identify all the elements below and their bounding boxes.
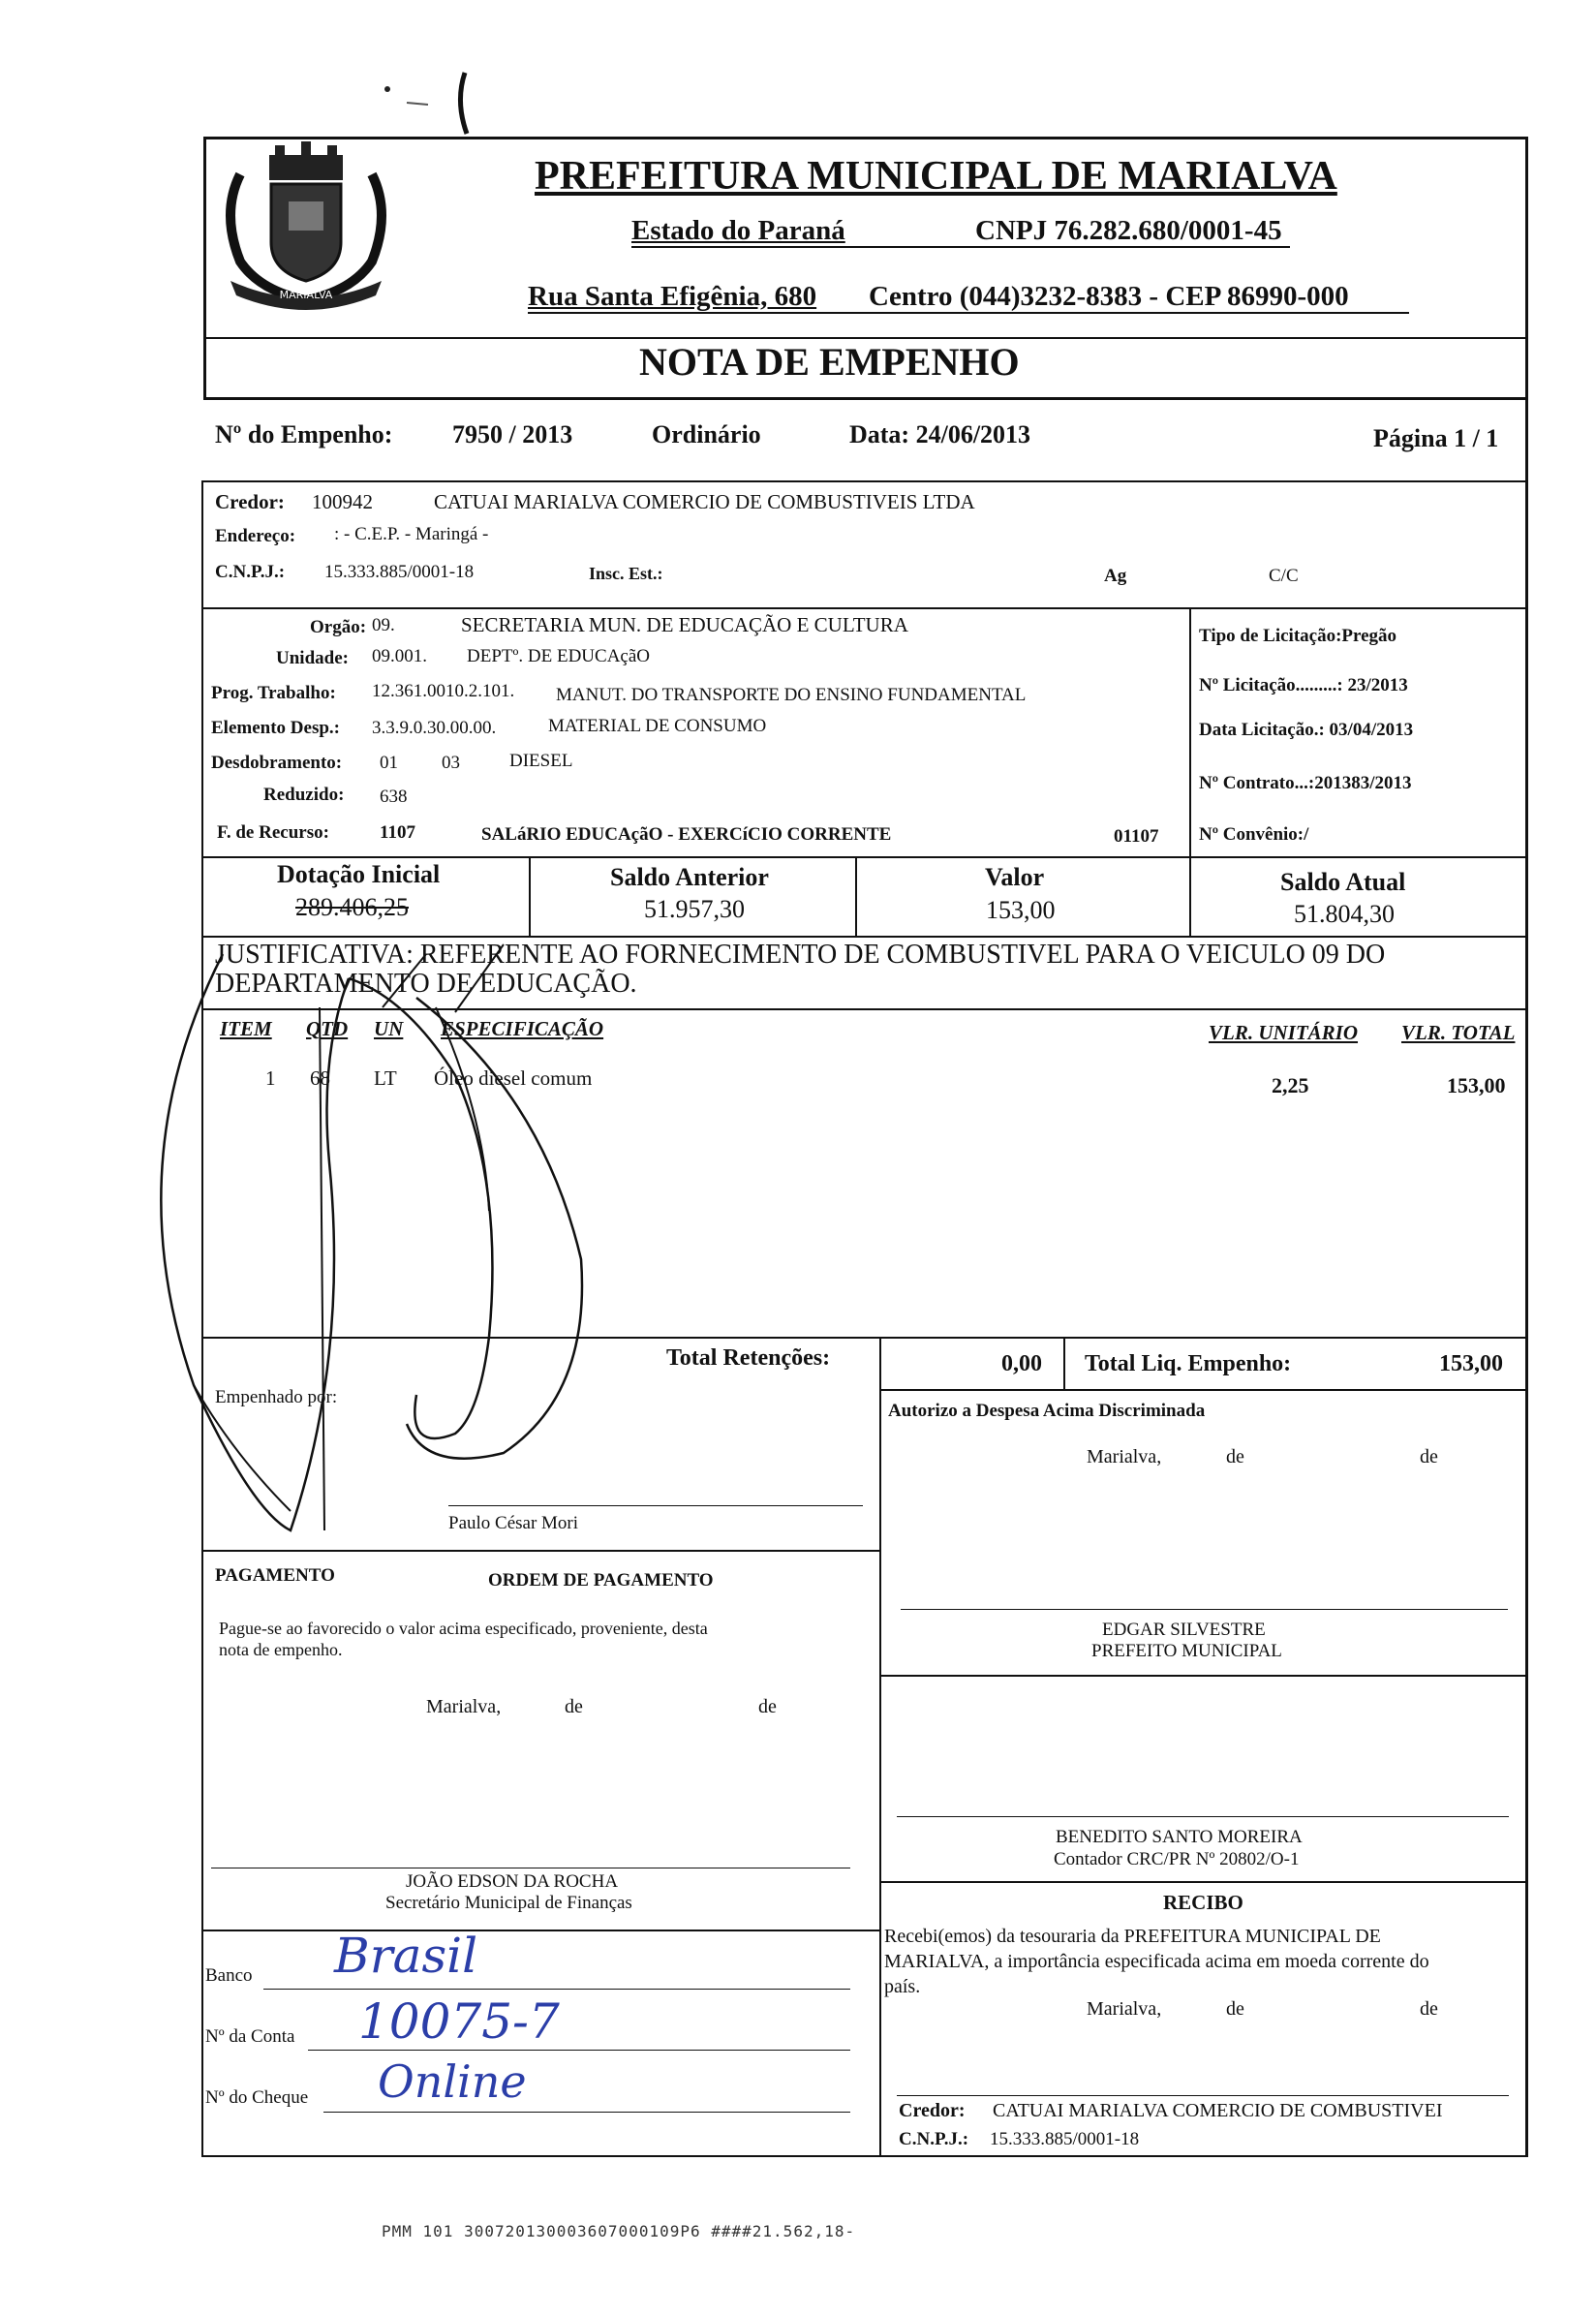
unidade-name: DEPTº. DE EDUCAçãO xyxy=(467,646,650,666)
dotacao-value: 289.406,25 xyxy=(295,893,409,921)
org-title: PREFEITURA MUNICIPAL DE MARIALVA xyxy=(535,154,1337,199)
address-label: Rua Santa Efigênia, 680 xyxy=(528,281,817,312)
recibo-text-1: Recebi(emos) da tesouraria da PREFEITURA MUNICIPAL DE xyxy=(884,1926,1381,1947)
desdobramento-label: Desdobramento: xyxy=(211,753,343,773)
orgao-name: SECRETARIA MUN. DE EDUCAÇÃO E CULTURA xyxy=(461,613,908,636)
state-label: Estado do Paraná xyxy=(631,215,845,246)
row-total-value: 153,00 xyxy=(1447,1073,1506,1097)
recibo-title: RECIBO xyxy=(1163,1891,1243,1914)
retencoes-label: Total Retenções: xyxy=(666,1345,831,1371)
autorizo-de-2: de xyxy=(1420,1446,1438,1467)
recurso-code2: 01107 xyxy=(1114,826,1159,847)
ordem-pagamento-label: ORDEM DE PAGAMENTO xyxy=(488,1570,714,1590)
recurso-name: SALáRIO EDUCAçãO - EXERCíCIO CORRENTE xyxy=(481,824,892,845)
licitacao-tipo: Tipo de Licitação:Pregão xyxy=(1199,626,1397,646)
row-qtd: 68 xyxy=(310,1066,330,1090)
desdobramento-a: 01 xyxy=(380,753,398,773)
recibo-credor-label: Credor: xyxy=(899,2100,966,2121)
empenho-number: 7950 / 2013 xyxy=(452,420,573,448)
col-qtd-header: QTD xyxy=(306,1017,349,1040)
recibo-cnpj-value: 15.333.885/0001-18 xyxy=(990,2129,1140,2149)
contador-name: BENEDITO SANTO MOREIRA xyxy=(1056,1827,1303,1847)
district-phone-cep: Centro (044)3232-8383 - CEP 86990-000 xyxy=(869,281,1349,312)
recibo-credor-name: CATUAI MARIALVA COMERCIO DE COMBUSTIVEI xyxy=(993,2100,1443,2121)
contador-role: Contador CRC/PR Nº 20802/O-1 xyxy=(1054,1849,1300,1869)
licitacao-numero: Nº Licitação.........: 23/2013 xyxy=(1199,675,1408,695)
reduzido-label: Reduzido: xyxy=(263,785,345,805)
saldo-anterior-value: 51.957,30 xyxy=(644,895,745,923)
row-spec: Óleo diesel comum xyxy=(434,1066,593,1090)
svg-text:MARIALVA: MARIALVA xyxy=(279,289,333,301)
row-item: 1 xyxy=(265,1066,276,1090)
creditor-address-label: Endereço: xyxy=(215,526,296,546)
col-un-header: UN xyxy=(374,1017,404,1040)
pagamento-de-2: de xyxy=(758,1696,777,1717)
licitacao-contrato: Nº Contrato...:201383/2013 xyxy=(1199,773,1412,793)
row-unit-value: 2,25 xyxy=(1272,1073,1309,1097)
reduzido-value: 638 xyxy=(380,787,408,807)
footer-code: PMM 101 300720130003607000109P6 ####21.562,18- xyxy=(382,2222,856,2240)
empenho-number-label: Nº do Empenho: xyxy=(215,420,393,448)
liq-empenho-value: 153,00 xyxy=(1439,1351,1503,1376)
desdobramento-b: 03 xyxy=(442,753,460,773)
banco-label: Banco xyxy=(205,1965,253,1986)
recibo-text-2: MARIALVA, a importância especificada acima em moeda corrente do xyxy=(884,1951,1429,1972)
empenhado-label: Empenhado por: xyxy=(215,1387,338,1407)
page-number: Página 1 / 1 xyxy=(1373,424,1499,452)
financas-signer-role: Secretário Municipal de Finanças xyxy=(385,1893,632,1913)
conta-handwriting: 10075-7 xyxy=(358,1993,560,2050)
unidade-code: 09.001. xyxy=(372,646,427,666)
creditor-cc-label: C/C xyxy=(1269,566,1299,586)
col-spec-header: ESPECIFICAÇÃO xyxy=(441,1017,604,1040)
autorizo-de-1: de xyxy=(1226,1446,1244,1467)
creditor-code: 100942 xyxy=(312,490,373,513)
saldo-atual-value: 51.804,30 xyxy=(1294,900,1395,928)
empenho-type: Ordinário xyxy=(652,420,761,448)
banco-handwriting: Brasil xyxy=(334,1928,478,1984)
valor-value: 153,00 xyxy=(986,896,1056,924)
justification-line-1: JUSTIFICATIVA: REFERENTE AO FORNECIMENTO DE COMBUSTIVEL PARA O VEICULO 09 DO xyxy=(215,940,1386,970)
pagamento-text-2: nota de empenho. xyxy=(219,1640,343,1659)
desdobramento-name: DIESEL xyxy=(509,751,573,771)
creditor-ag-label: Ag xyxy=(1104,566,1127,586)
autorizo-label: Autorizo a Despesa Acima Discriminada xyxy=(888,1401,1206,1421)
creditor-address: : - C.E.P. - Maringá - xyxy=(334,524,489,544)
pagamento-label: PAGAMENTO xyxy=(215,1565,335,1586)
prefeito-name: EDGAR SILVESTRE xyxy=(1102,1620,1266,1640)
creditor-label: Credor: xyxy=(215,490,285,513)
prog-name: MANUT. DO TRANSPORTE DO ENSINO FUNDAMENTAL xyxy=(556,685,1027,705)
empenho-date: Data: 24/06/2013 xyxy=(849,420,1031,448)
conta-label: Nº da Conta xyxy=(205,2026,295,2047)
prefeito-role: PREFEITO MUNICIPAL xyxy=(1091,1641,1282,1661)
retencoes-value: 0,00 xyxy=(1001,1351,1042,1376)
recibo-text-3: país. xyxy=(884,1976,921,1997)
pagamento-de-1: de xyxy=(565,1696,583,1717)
elemento-name: MATERIAL DE CONSUMO xyxy=(548,716,767,736)
creditor-cnpj-label: C.N.P.J.: xyxy=(215,562,286,582)
creditor-ie-label: Insc. Est.: xyxy=(589,564,663,583)
recibo-place: Marialva, xyxy=(1087,1998,1162,2020)
cheque-label: Nº do Cheque xyxy=(205,2087,309,2108)
document-title: NOTA DE EMPENHO xyxy=(639,340,1020,384)
row-un: LT xyxy=(374,1066,397,1090)
elemento-code: 3.3.9.0.30.00.00. xyxy=(372,718,497,738)
saldo-atual-label: Saldo Atual xyxy=(1280,868,1406,896)
pagamento-place: Marialva, xyxy=(426,1696,502,1717)
liq-empenho-label: Total Liq. Empenho: xyxy=(1085,1351,1292,1376)
prog-code: 12.361.0010.2.101. xyxy=(372,681,515,701)
col-unit-header: VLR. UNITÁRIO xyxy=(1209,1021,1359,1044)
saldo-anterior-label: Saldo Anterior xyxy=(610,863,769,891)
col-total-header: VLR. TOTAL xyxy=(1401,1021,1516,1044)
pagamento-text-1: Pague-se ao favorecido o valor acima especificado, proveniente, desta xyxy=(219,1619,708,1638)
recibo-de-1: de xyxy=(1226,1998,1244,2020)
recurso-code: 1107 xyxy=(380,822,415,843)
dotacao-label: Dotação Inicial xyxy=(277,860,441,888)
orgao-code: 09. xyxy=(372,615,395,635)
empenhado-signer: Paulo César Mori xyxy=(448,1513,579,1533)
creditor-name: CATUAI MARIALVA COMERCIO DE COMBUSTIVEIS LTDA xyxy=(434,490,975,513)
recurso-label: F. de Recurso: xyxy=(217,822,329,843)
elemento-label: Elemento Desp.: xyxy=(211,718,340,738)
licitacao-data: Data Licitação.: 03/04/2013 xyxy=(1199,720,1414,740)
orgao-label: Orgão: xyxy=(310,617,367,637)
justification-line-2: DEPARTAMENTO DE EDUCAÇÃO. xyxy=(215,969,637,999)
cheque-handwriting: Online xyxy=(378,2055,527,2108)
recibo-de-2: de xyxy=(1420,1998,1438,2020)
unidade-label: Unidade: xyxy=(276,648,349,668)
licitacao-convenio: Nº Convênio:/ xyxy=(1199,824,1309,845)
cnpj-label: CNPJ 76.282.680/0001-45 xyxy=(975,215,1282,246)
autorizo-place: Marialva, xyxy=(1087,1446,1162,1467)
col-item-header: ITEM xyxy=(220,1017,272,1040)
financas-signer-name: JOÃO EDSON DA ROCHA xyxy=(406,1871,619,1892)
prog-label: Prog. Trabalho: xyxy=(211,683,336,703)
recibo-cnpj-label: C.N.P.J.: xyxy=(899,2129,969,2149)
creditor-cnpj: 15.333.885/0001-18 xyxy=(324,562,475,582)
valor-label: Valor xyxy=(985,863,1045,891)
